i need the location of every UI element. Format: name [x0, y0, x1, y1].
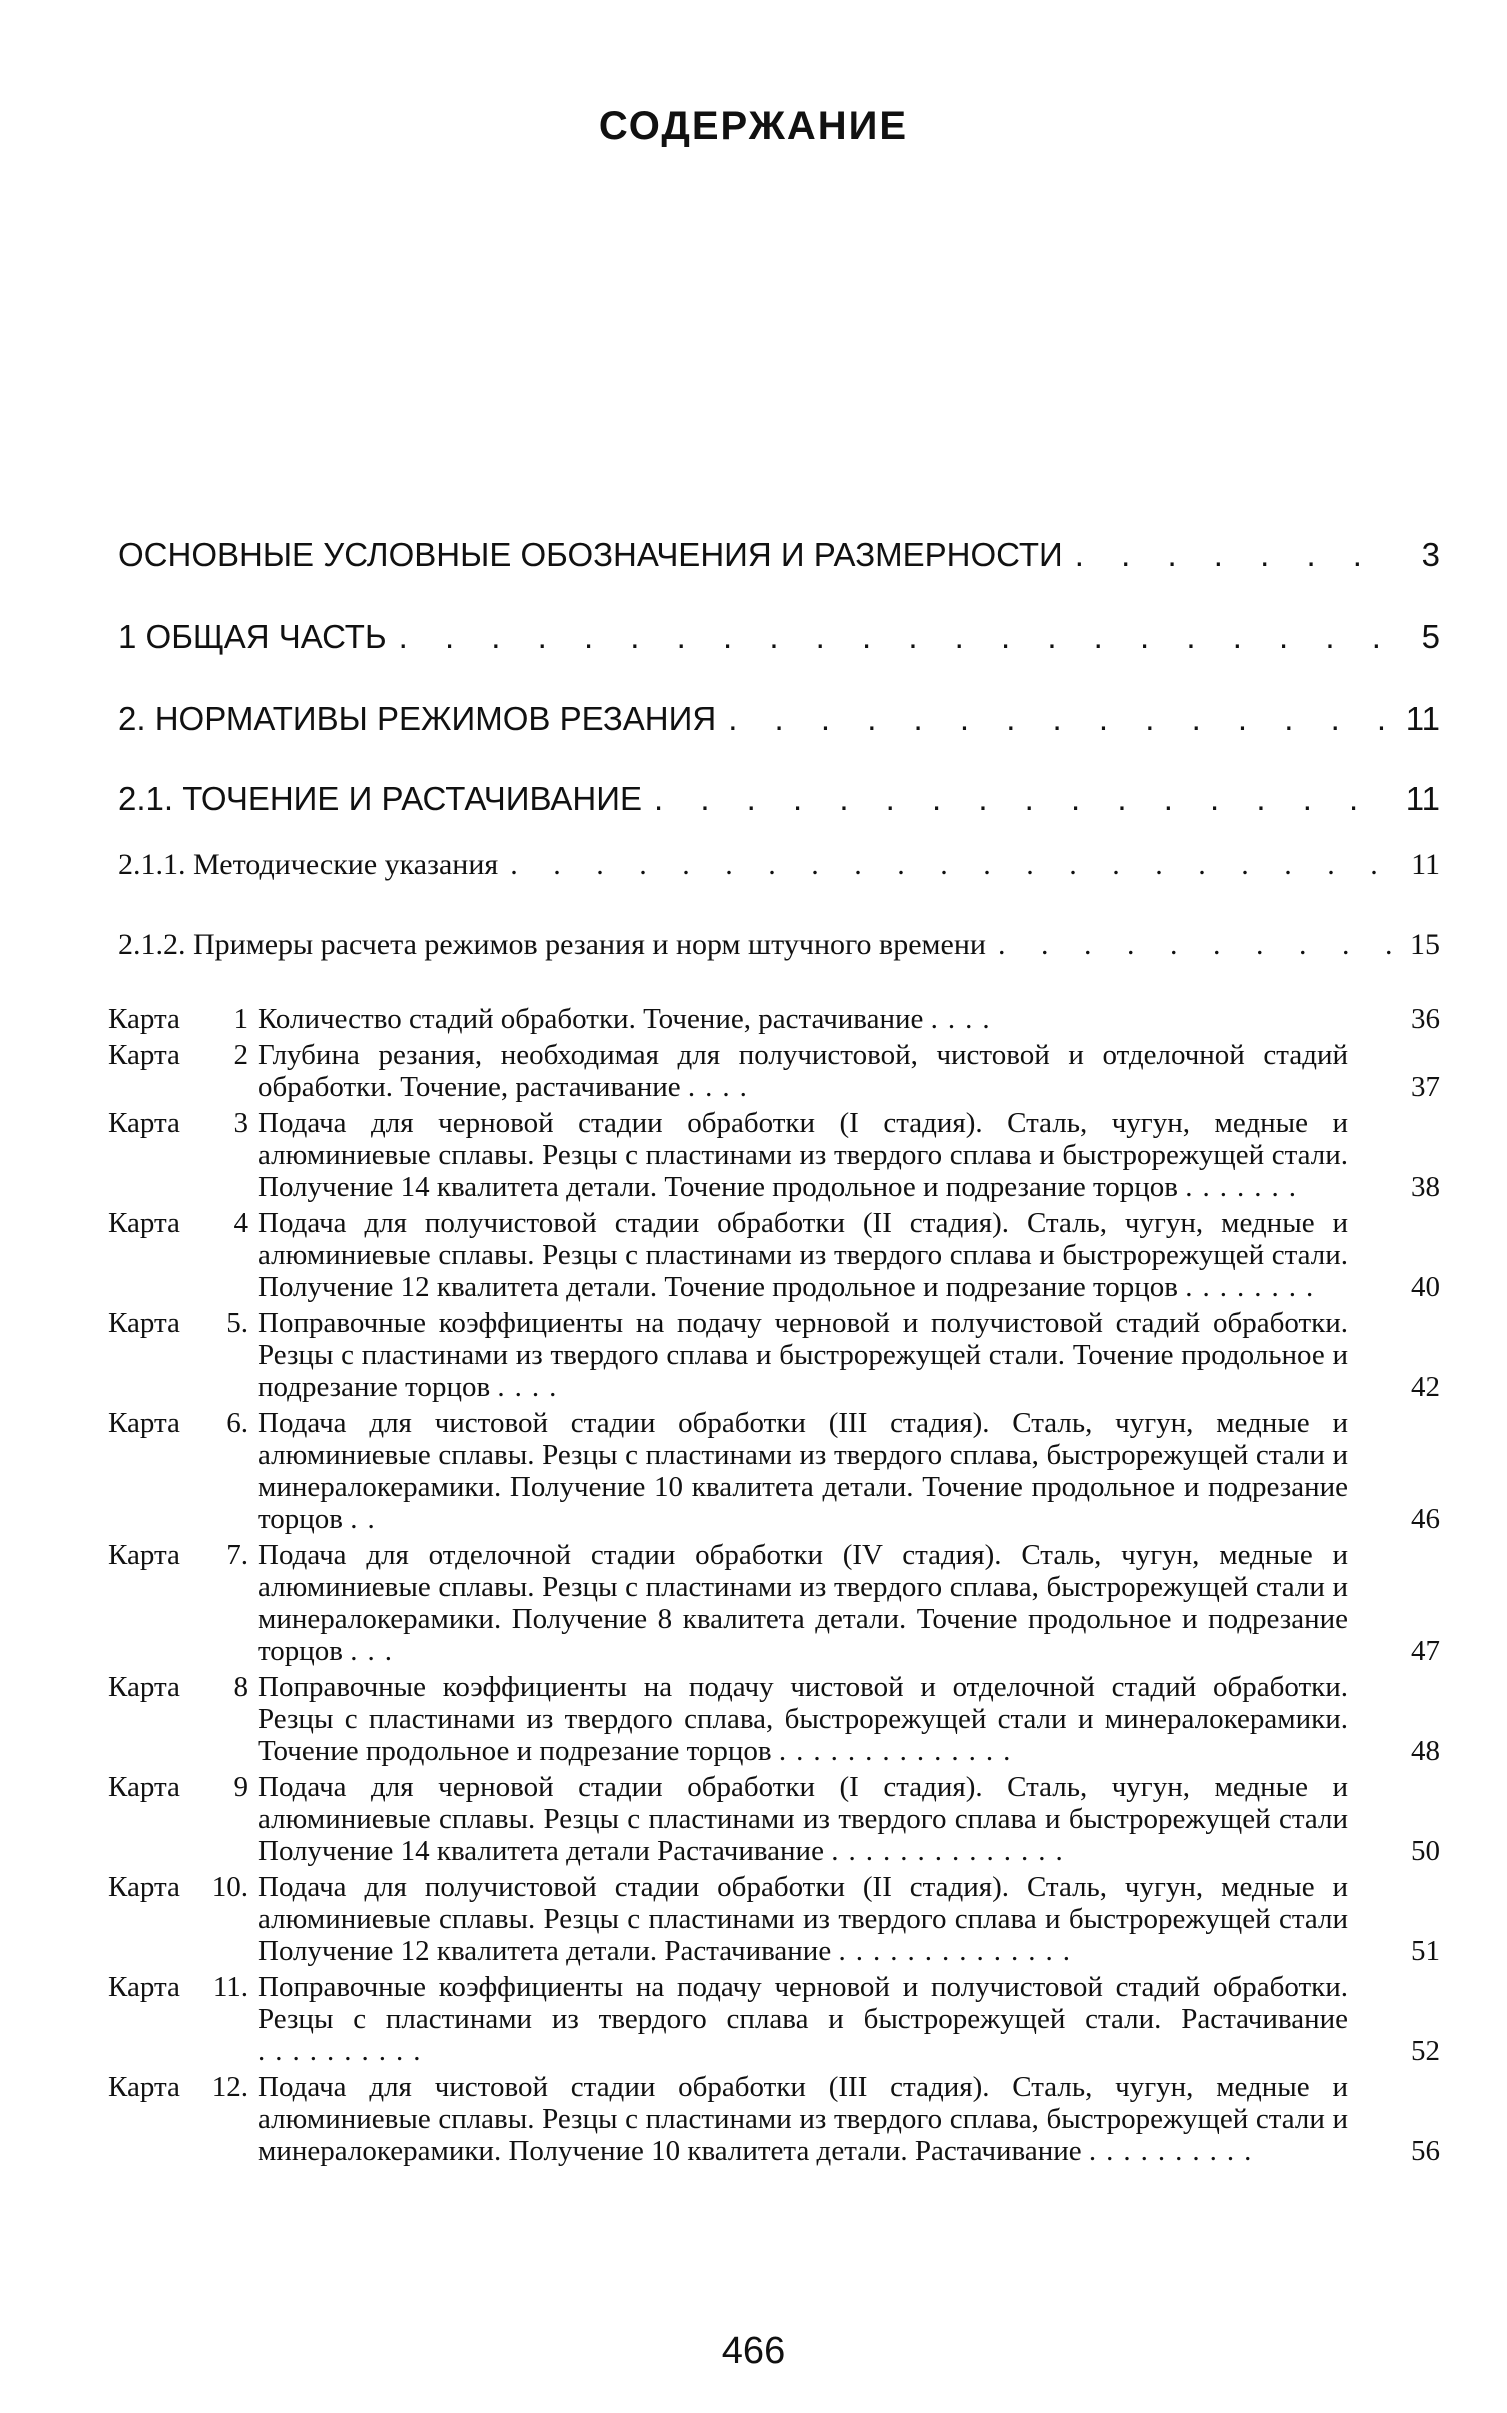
- toc-page-number: 15: [1410, 928, 1440, 961]
- dot-leader: [998, 928, 1398, 962]
- karta-entry[interactable]: Карта 3 Подача для черновой стадии обработки (I стадия). Сталь, чугун, медные и алюминиевые сплавы. Резцы с пластинами из твердого сплава и быстрорежущей стали. Получение 14 квалитета детали. Точение продольное и подрезание торцов ....... 38: [108, 1107, 1440, 1203]
- karta-page-number: 46: [1411, 1503, 1440, 1535]
- karta-page-number: 37: [1411, 1071, 1440, 1103]
- karta-number: 9: [233, 1771, 248, 1803]
- toc-section-text: 2.1.2. Примеры расчета режимов резания и норм штучного времени: [118, 928, 986, 961]
- toc-section-norms[interactable]: [118, 700, 1440, 738]
- karta-label: Карта: [108, 1307, 180, 1339]
- toc-section-symbols[interactable]: [118, 536, 1440, 574]
- karta-page-number: 48: [1411, 1735, 1440, 1767]
- karta-number: 10.: [211, 1871, 248, 1903]
- karta-entry[interactable]: Карта 2 Глубина резания, необходимая для получистовой, чистовой и отделочной стадий обработки. Точение, растачивание .... 37: [108, 1039, 1440, 1103]
- toc-section-text: 2.1.1. Методические указания: [118, 848, 499, 881]
- toc-page-number: 11: [1411, 848, 1440, 881]
- toc-section-text: 2.1. ТОЧЕНИЕ И РАСТАЧИВАНИЕ: [118, 780, 642, 817]
- karta-entry[interactable]: Карта 6. Подача для чистовой стадии обработки (III стадия). Сталь, чугун, медные и алюминиевые сплавы. Резцы с пластинами из твердого сплава, быстрорежущей стали и минералокерамики. Получение 10 квалитета детали. Точение продольное и подрезание торцов .. 46: [108, 1407, 1440, 1535]
- karta-description: Подача для отделочной стадии обработки (IV стадия). Сталь, чугун, медные и алюминиевые сплавы. Резцы с пластинами из твердого сплава, быстрорежущей стали и минералокерамики. Получение 8 квалитета детали. Точение продольное и подрезание торцов: [258, 1539, 1348, 1667]
- toc-page-number: 11: [1405, 700, 1440, 737]
- karta-label: Карта: [108, 1671, 180, 1703]
- karta-page-number: 47: [1411, 1635, 1440, 1667]
- karta-label: Карта: [108, 1871, 180, 1903]
- toc-page-number: 11: [1405, 780, 1440, 817]
- karta-entry[interactable]: Карта 9 Подача для черновой стадии обработки (I стадия). Сталь, чугун, медные и алюминиевые сплавы. Резцы с пластинами из твердого сплава и быстрорежущей стали Получение 14 квалитета детали Растачивание .............. 50: [108, 1771, 1440, 1867]
- karta-description: Подача для получистовой стадии обработки (II стадия). Сталь, чугун, медные и алюминиевые сплавы. Резцы с пластинами из твердого сплава и быстрорежущей стали Получение 12 квалитета детали. Растачивание: [258, 1871, 1348, 1967]
- toc-section-text: ОСНОВНЫЕ УСЛОВНЫЕ ОБОЗНАЧЕНИЯ И РАЗМЕРНОСТИ: [118, 536, 1063, 573]
- karta-page-number: 56: [1411, 2135, 1440, 2167]
- karta-number: 7.: [226, 1539, 248, 1571]
- karta-label: Карта: [108, 1039, 180, 1071]
- dot-leader: [728, 700, 1394, 738]
- dot-leader: [399, 618, 1398, 656]
- karta-label: Карта: [108, 1107, 180, 1139]
- karta-label: Карта: [108, 1407, 180, 1439]
- karta-description: Поправочные коэффициенты на подачу черновой и получистовой стадий обработки. Резцы с пластинами из твердого сплава и быстрорежущей стали. Точение продольное и подрезание торцов: [258, 1307, 1348, 1403]
- page-number: 466: [721, 2330, 786, 2372]
- karta-number: 4: [233, 1207, 248, 1239]
- karta-number: 2: [233, 1039, 248, 1071]
- karta-number: 5.: [226, 1307, 248, 1339]
- karta-entry[interactable]: Карта 7. Подача для отделочной стадии обработки (IV стадия). Сталь, чугун, медные и алюминиевые сплавы. Резцы с пластинами из твердого сплава, быстрорежущей стали и минералокерамики. Получение 8 квалитета детали. Точение продольное и подрезание торцов ... 47: [108, 1539, 1440, 1667]
- toc-section-general[interactable]: [118, 618, 1440, 656]
- karta-description: Поправочные коэффициенты на подачу чистовой и отделочной стадий обработки. Резцы с пластинами из твердого сплава, быстрорежущей стали и минералокерамики. Точение продольное и подрезание торцов: [258, 1671, 1348, 1767]
- karta-description: Подача для черновой стадии обработки (I стадия). Сталь, чугун, медные и алюминиевые сплавы. Резцы с пластинами из твердого сплава и быстрорежущей стали. Получение 14 квалитета детали. Точение продольное и подрезание торцов: [258, 1107, 1348, 1203]
- karta-number: 1: [233, 1003, 248, 1035]
- dot-leader: [1075, 536, 1398, 574]
- toc-section-text: 2. НОРМАТИВЫ РЕЖИМОВ РЕЗАНИЯ: [118, 700, 717, 737]
- karta-entry[interactable]: Карта 10. Подача для получистовой стадии обработки (II стадия). Сталь, чугун, медные и алюминиевые сплавы. Резцы с пластинами из твердого сплава и быстрорежущей стали Получение 12 квалитета детали. Растачивание .............. 51: [108, 1871, 1440, 1967]
- karta-number: 3: [233, 1107, 248, 1139]
- karta-entry[interactable]: Карта 1 Количество стадий обработки. Точение, растачивание .... 36: [108, 1003, 1440, 1035]
- karta-description: Подача для черновой стадии обработки (I стадия). Сталь, чугун, медные и алюминиевые сплавы. Резцы с пластинами из твердого сплава и быстрорежущей стали Получение 14 квалитета детали Растачивание: [258, 1771, 1348, 1867]
- karta-list: [108, 1003, 1440, 2167]
- karta-entry[interactable]: Карта 8 Поправочные коэффициенты на подачу чистовой и отделочной стадий обработки. Резцы с пластинами из твердого сплава, быстрорежущей стали и минералокерамики. Точение продольное и подрезание торцов .............. 48: [108, 1671, 1440, 1767]
- karta-number: 6.: [226, 1407, 248, 1439]
- karta-entry[interactable]: Карта 5. Поправочные коэффициенты на подачу черновой и получистовой стадий обработки. Резцы с пластинами из твердого сплава и быстрорежущей стали. Точение продольное и подрезание торцов .... 42: [108, 1307, 1440, 1403]
- toc-section-text: 1 ОБЩАЯ ЧАСТЬ: [118, 618, 387, 655]
- karta-page-number: 36: [1411, 1003, 1440, 1035]
- karta-number: 11.: [212, 1971, 248, 2003]
- karta-description: Подача для получистовой стадии обработки (II стадия). Сталь, чугун, медные и алюминиевые сплавы. Резцы с пластинами из твердого сплава и быстрорежущей стали. Получение 12 квалитета детали. Точение продольное и подрезание торцов: [258, 1207, 1348, 1303]
- karta-description: Поправочные коэффициенты на подачу черновой и получистовой стадий обработки. Резцы с пластинами из твердого сплава и быстрорежущей стали. Растачивание: [258, 1971, 1348, 2035]
- toc-section-examples[interactable]: [118, 928, 1440, 962]
- karta-label: Карта: [108, 1539, 180, 1571]
- karta-description: Подача для чистовой стадии обработки (III стадия). Сталь, чугун, медные и алюминиевые сплавы. Резцы с пластинами из твердого сплава, быстрорежущей стали и минералокерамики. Получение 10 квалитета детали. Растачивание: [258, 2071, 1348, 2167]
- toc-section-turning[interactable]: [118, 780, 1440, 818]
- toc-page-number: 5: [1421, 618, 1440, 655]
- karta-description: Подача для чистовой стадии обработки (III стадия). Сталь, чугун, медные и алюминиевые сплавы. Резцы с пластинами из твердого сплава, быстрорежущей стали и минералокерамики. Получение 10 квалитета детали. Точение продольное и подрезание торцов: [258, 1407, 1348, 1535]
- toc-page-number: 3: [1421, 536, 1440, 573]
- dot-leader: [510, 848, 1398, 882]
- karta-number: 12.: [211, 2071, 248, 2103]
- karta-label: Карта: [108, 2071, 180, 2103]
- karta-label: Карта: [108, 1003, 180, 1035]
- karta-description: Глубина резания, необходимая для получистовой, чистовой и отделочной стадий обработки. Точение, растачивание: [258, 1039, 1348, 1103]
- dot-leader: [654, 780, 1394, 818]
- karta-page-number: 51: [1411, 1935, 1440, 1967]
- karta-label: Карта: [108, 1771, 180, 1803]
- karta-entry[interactable]: Карта 4 Подача для получистовой стадии обработки (II стадия). Сталь, чугун, медные и алюминиевые сплавы. Резцы с пластинами из твердого сплава и быстрорежущей стали. Получение 12 квалитета детали. Точение продольное и подрезание торцов ........ 40: [108, 1207, 1440, 1303]
- page-title: СОДЕРЖАНИЕ: [598, 104, 909, 148]
- karta-page-number: 52: [1411, 2035, 1440, 2067]
- karta-label: Карта: [108, 1971, 180, 2003]
- karta-number: 8: [233, 1671, 248, 1703]
- toc-section-guidelines[interactable]: [118, 848, 1440, 882]
- karta-page-number: 50: [1411, 1835, 1440, 1867]
- karta-page-number: 42: [1411, 1371, 1440, 1403]
- karta-label: Карта: [108, 1207, 180, 1239]
- karta-description: Количество стадий обработки. Точение, растачивание: [258, 1003, 924, 1035]
- karta-entry[interactable]: Карта 11. Поправочные коэффициенты на подачу черновой и получистовой стадий обработки. Резцы с пластинами из твердого сплава и быстрорежущей стали. Растачивание .......... 52: [108, 1971, 1440, 2067]
- karta-page-number: 38: [1411, 1171, 1440, 1203]
- karta-entry[interactable]: Карта 12. Подача для чистовой стадии обработки (III стадия). Сталь, чугун, медные и алюминиевые сплавы. Резцы с пластинами из твердого сплава, быстрорежущей стали и минералокерамики. Получение 10 квалитета детали. Растачивание .......... 56: [108, 2071, 1440, 2167]
- karta-page-number: 40: [1411, 1271, 1440, 1303]
